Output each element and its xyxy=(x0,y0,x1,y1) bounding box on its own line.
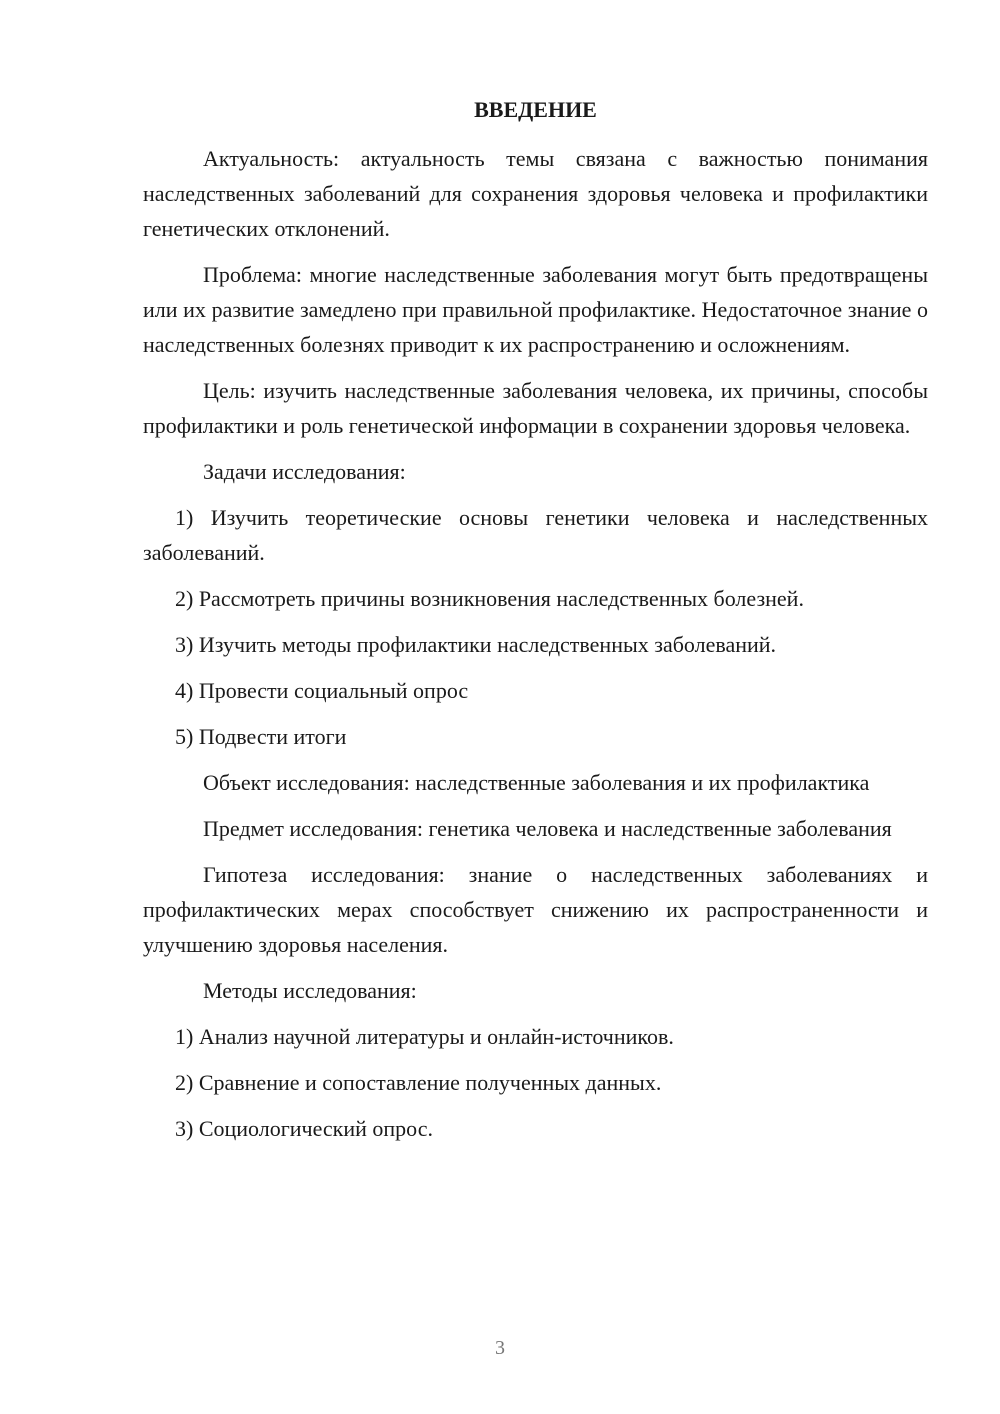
tasks-heading: Задачи исследования: xyxy=(203,459,406,484)
task-item-3: 3) Изучить методы профилактики наследственных заболеваний. xyxy=(175,632,777,657)
task-item-5: 5) Подвести итоги xyxy=(175,724,347,749)
method-item-2: 2) Сравнение и сопоставление полученных данных. xyxy=(175,1070,662,1095)
relevance-paragraph: Актуальность: актуальность темы связана с важностью понимания наследственных заболеваний для сохранения здоровья человека и профилактики генетических отклонений. xyxy=(143,146,928,241)
methods-heading: Методы исследования: xyxy=(203,978,417,1003)
hypothesis-paragraph: Гипотеза исследования: знание о наследственных заболеваниях и профилактических мерах способствует снижению их распространенности и улучшению здоровья населения. xyxy=(143,862,928,957)
page-content xyxy=(143,92,928,1157)
task-item-2: 2) Рассмотреть причины возникновения наследственных болезней. xyxy=(175,586,804,611)
problem-paragraph: Проблема: многие наследственные заболевания могут быть предотвращены или их развитие замедлено при правильной профилактике. Недостаточное знание о наследственных болезнях приводит к их распространению и осложнениям. xyxy=(143,262,928,357)
object-paragraph: Объект исследования: наследственные заболевания и их профилактика xyxy=(203,770,870,795)
task-item-4: 4) Провести социальный опрос xyxy=(175,678,469,703)
page-title: ВВЕДЕНИЕ xyxy=(474,97,597,122)
goal-paragraph: Цель: изучить наследственные заболевания человека, их причины, способы профилактики и роль генетической информации в сохранении здоровья человека. xyxy=(143,378,928,438)
method-item-3: 3) Социологический опрос. xyxy=(175,1116,433,1141)
task-item-1: 1) Изучить теоретические основы генетики человека и наследственных заболеваний. xyxy=(143,505,928,565)
page-number: 3 xyxy=(495,1337,505,1359)
method-item-1: 1) Анализ научной литературы и онлайн-источников. xyxy=(175,1024,674,1049)
subject-paragraph: Предмет исследования: генетика человека и наследственные заболевания xyxy=(203,816,892,841)
